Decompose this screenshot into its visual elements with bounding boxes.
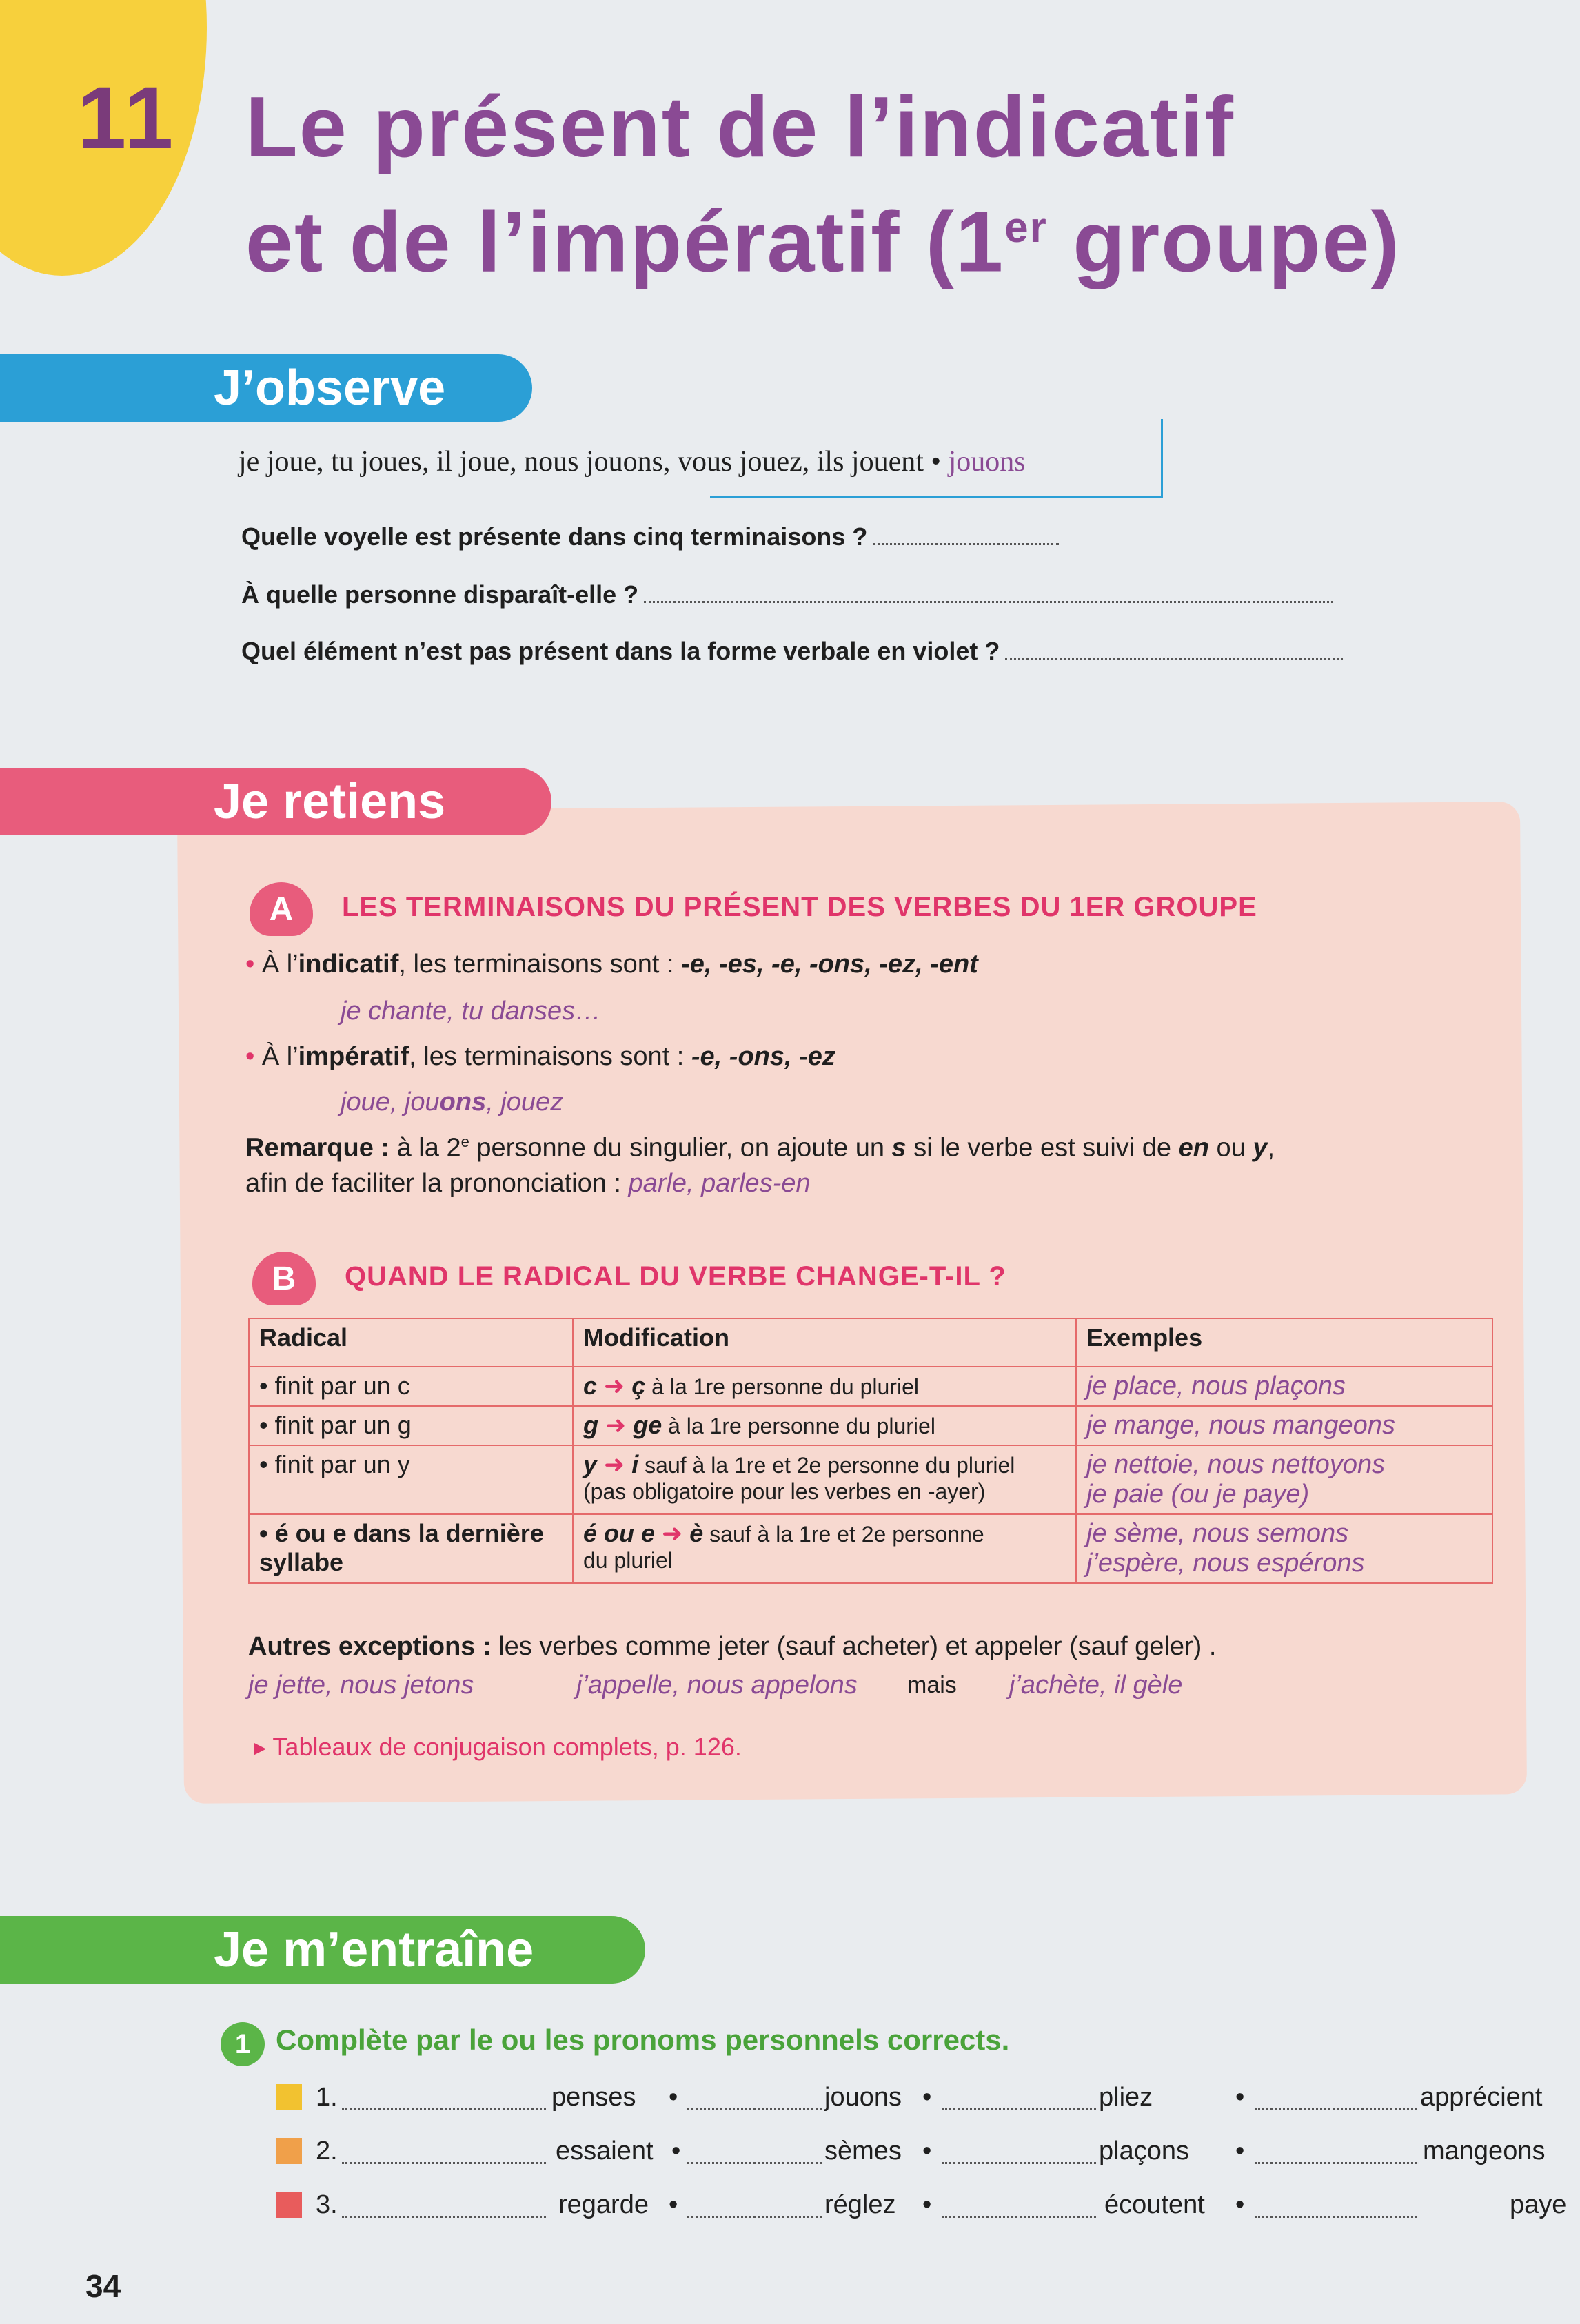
rule-text: , les terminaisons sont : [409, 1042, 691, 1071]
mod-to: ç [631, 1372, 646, 1400]
section-a-title: LES TERMINAISONS DU PRÉSENT DES VERBES DU 1ER GROUPE [342, 892, 1257, 922]
mod-note: à la 1re personne du pluriel [662, 1414, 935, 1438]
example-cell [1076, 1445, 1492, 1514]
title-part: et de l’impératif (1 [245, 194, 1005, 290]
other-exceptions [248, 1632, 1216, 1662]
bullet: • [922, 2190, 932, 2219]
exception-example-1: je jette, nous jetons [248, 1671, 474, 1700]
answer-blank[interactable] [942, 2161, 1096, 2164]
row-label: 1. [316, 2083, 338, 2112]
answer-blank[interactable] [687, 2215, 822, 2218]
example-1: je nettoie, nous nettoyons [1086, 1450, 1386, 1479]
mod-to: è [689, 1519, 704, 1547]
example-2: j’espère, nous espérons [1086, 1549, 1365, 1578]
question-3 [241, 637, 1343, 666]
conjugation-tables-link[interactable]: ▸ Tableaux de conjugaison complets, p. 126. [254, 1733, 742, 1761]
remark-sup: e [460, 1133, 469, 1150]
rule-text: À l’ [261, 1042, 298, 1071]
bullet: • [671, 2137, 681, 2165]
mod-note-2: du pluriel [583, 1548, 673, 1573]
exception-mais: mais [907, 1672, 957, 1698]
answer-line[interactable] [1005, 657, 1343, 660]
table-header: Exemples [1076, 1318, 1492, 1367]
remark-word: y [1253, 1133, 1268, 1163]
table-row [249, 1406, 1492, 1445]
answer-line[interactable] [873, 542, 1059, 545]
title-sup: er [1004, 204, 1048, 252]
example-text: , jouez [486, 1088, 564, 1117]
example-cell [1076, 1514, 1492, 1583]
remark-label: Remarque : [245, 1133, 390, 1163]
example-bold: ons [439, 1088, 487, 1117]
imperatif-rule: • À l’impératif, les terminaisons sont : -e, -ons, -ez [245, 1042, 835, 1071]
modification-cell [573, 1445, 1076, 1514]
example-2: je paie (ou je paye) [1086, 1480, 1310, 1509]
answer-blank[interactable] [342, 2215, 546, 2218]
verb-word: regarde [558, 2190, 649, 2219]
frog-icon-a: A [250, 882, 313, 936]
mod-from: c [583, 1372, 598, 1400]
title-line-1: Le présent de l’indicatif [245, 80, 1235, 175]
bullet: • [669, 2190, 678, 2219]
remark-line-2 [245, 1169, 811, 1199]
verb-word: pliez [1099, 2083, 1153, 2112]
answer-blank[interactable] [687, 2108, 822, 2110]
row-label: 2. [316, 2137, 338, 2165]
row-color-square [276, 2138, 302, 2164]
verb-word: plaçons [1099, 2137, 1189, 2165]
answer-blank[interactable] [942, 2215, 1096, 2218]
verb-word: penses [551, 2083, 636, 2112]
observe-banner: J’observe [0, 354, 532, 422]
page-number: 34 [85, 2268, 121, 2304]
mod-to: i [631, 1450, 639, 1478]
radical-table [248, 1318, 1493, 1584]
question-text: Quelle voyelle est présente dans cinq terminaisons ? [241, 522, 868, 551]
question-1 [241, 522, 1059, 551]
page-title [245, 77, 1401, 292]
frog-icon-b: B [252, 1252, 316, 1305]
row-color-square [276, 2192, 302, 2218]
answer-blank[interactable] [342, 2108, 546, 2110]
remark-text: , [1267, 1133, 1275, 1163]
indicatif-rule: • À l’indicatif, les terminaisons sont : -e, -es, -e, -ons, -ez, -ent [245, 950, 978, 979]
table-header: Radical [249, 1318, 573, 1367]
answer-blank[interactable] [687, 2161, 822, 2164]
remark-text: personne du singulier, on ajoute un [469, 1133, 892, 1163]
exercise-row-2 [276, 2137, 1558, 2178]
rule-text: , les terminaisons sont : [398, 950, 682, 979]
bullet: • [669, 2083, 678, 2112]
radical-cell: • é ou e dans la dernière syllabe [249, 1514, 573, 1583]
table-header-row [249, 1318, 1492, 1367]
answer-line[interactable] [644, 600, 1333, 603]
verb-word: sèmes [824, 2137, 902, 2165]
exercise-title: Complète par le ou les pronoms personnels corrects. [276, 2024, 1010, 2056]
row-color-square [276, 2084, 302, 2110]
radical-cell: • finit par un g [249, 1406, 573, 1445]
violet-word: jouons [948, 446, 1026, 478]
retiens-banner: Je retiens [0, 768, 551, 835]
answer-blank[interactable] [1255, 2161, 1417, 2164]
exercise-number: 1 [221, 2022, 265, 2066]
arrow-icon: ➜ [662, 1519, 683, 1547]
remark-letter: s [891, 1133, 907, 1163]
remark-line-1 [245, 1133, 1275, 1163]
answer-blank[interactable] [942, 2108, 1096, 2110]
indicatif-example: je chante, tu danses… [341, 997, 602, 1026]
mod-note: sauf à la 1re et 2e personne [703, 1522, 984, 1547]
remark-text: ou [1209, 1133, 1253, 1163]
section-b-title: QUAND LE RADICAL DU VERBE CHANGE-T-IL ? [345, 1261, 1006, 1292]
remark-text: à la 2 [389, 1133, 461, 1163]
mod-from: g [583, 1411, 598, 1439]
question-text: Quel élément n’est pas présent dans la forme verbale en violet ? [241, 637, 1000, 665]
rule-keyword: impératif [298, 1042, 409, 1071]
mod-from: y [583, 1450, 598, 1478]
arrow-icon: ➜ [604, 1372, 625, 1400]
chapter-number: 11 [77, 69, 176, 167]
radical-cell: • finit par un c [249, 1367, 573, 1406]
remark-text: si le verbe est suivi de [906, 1133, 1179, 1163]
table-header: Modification [573, 1318, 1076, 1367]
title-part: groupe) [1047, 194, 1401, 290]
mod-note: à la 1re personne du pluriel [645, 1374, 919, 1399]
answer-blank[interactable] [1255, 2215, 1417, 2218]
remark-example: parle, parles-en [628, 1169, 811, 1198]
modification-cell [573, 1406, 1076, 1445]
rule-endings: -e, -ons, -ez [691, 1042, 835, 1071]
example-text: joue, jou [341, 1088, 440, 1117]
mod-to: ge [633, 1411, 662, 1439]
remark-word: en [1178, 1133, 1209, 1163]
imperatif-example [341, 1088, 563, 1117]
exception-example-3: j’achète, il gèle [1009, 1671, 1183, 1700]
table-row [249, 1514, 1492, 1583]
question-2 [241, 580, 1333, 609]
verb-word: essaient [556, 2137, 654, 2165]
title-line-2 [245, 178, 1401, 292]
verb-word: mangeons [1423, 2137, 1546, 2165]
row-label: 3. [316, 2190, 338, 2219]
verb-word: réglez [824, 2190, 896, 2219]
arrow-icon: ➜ [604, 1450, 625, 1478]
question-text: À quelle personne disparaît-elle ? [241, 580, 639, 609]
observe-sentence [239, 445, 1026, 478]
exceptions-text: les verbes comme jeter (sauf acheter) et appeler (sauf geler) . [491, 1632, 1217, 1661]
bullet: • [1235, 2137, 1245, 2165]
verb-word: apprécient [1420, 2083, 1543, 2112]
verb-word: paye [1510, 2190, 1567, 2219]
answer-blank[interactable] [342, 2161, 546, 2164]
radical-cell: • finit par un y [249, 1445, 573, 1514]
modification-cell [573, 1514, 1076, 1583]
mod-from: é ou e [583, 1519, 656, 1547]
verb-word: jouons [824, 2083, 902, 2112]
mod-note-2: (pas obligatoire pour les verbes en -ayer) [583, 1479, 986, 1504]
entraine-banner: Je m’entraîne [0, 1916, 645, 1984]
verb-word: écoutent [1104, 2190, 1205, 2219]
remark-text: afin de faciliter la prononciation : [245, 1169, 629, 1198]
table-row [249, 1445, 1492, 1514]
modification-cell [573, 1367, 1076, 1406]
rule-text: À l’ [261, 950, 298, 979]
example-1: je sème, nous semons [1086, 1519, 1349, 1548]
rule-keyword: indicatif [298, 950, 399, 979]
exercise-row-3 [276, 2190, 1567, 2232]
bullet: • [922, 2083, 932, 2112]
example-cell: je place, nous plaçons [1076, 1367, 1492, 1406]
answer-blank[interactable] [1255, 2108, 1417, 2110]
table-row [249, 1367, 1492, 1406]
example-cell: je mange, nous mangeons [1076, 1406, 1492, 1445]
exception-example-2: j’appelle, nous appelons [576, 1671, 858, 1700]
bullet: • [922, 2137, 932, 2165]
exercise-row-1 [276, 2083, 1558, 2124]
bullet: • [1235, 2083, 1245, 2112]
exceptions-label: Autres exceptions : [248, 1632, 492, 1661]
mod-note: sauf à la 1re et 2e personne du pluriel [638, 1453, 1015, 1478]
rule-endings: -e, -es, -e, -ons, -ez, -ent [681, 950, 978, 979]
sentence-text: je joue, tu joues, il joue, nous jouons, vous jouez, ils jouent • [239, 446, 949, 478]
bullet: • [1235, 2190, 1245, 2219]
arrow-icon: ➜ [605, 1411, 627, 1439]
